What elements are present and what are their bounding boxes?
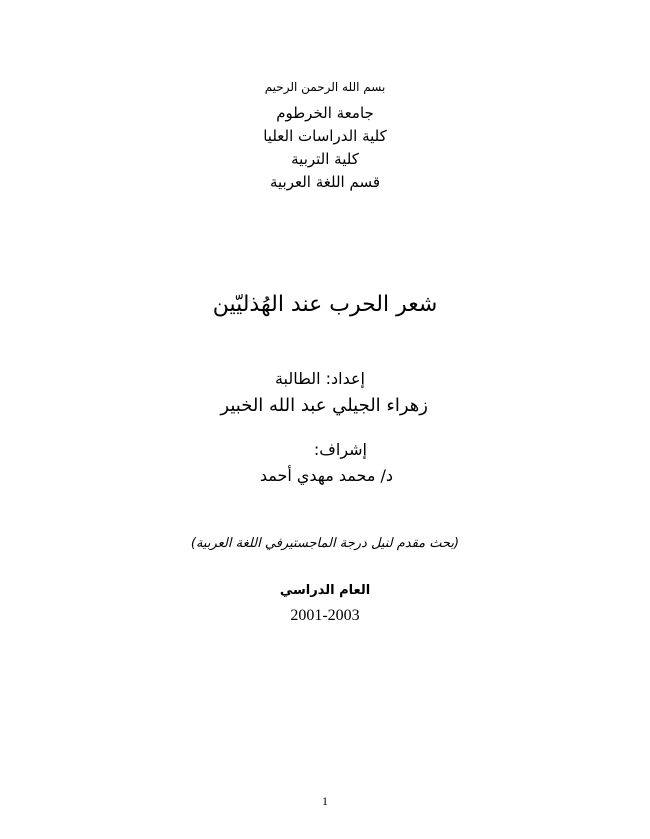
prepared-by-label: إعداد: الطالبة (274, 369, 365, 388)
education-college-name: كلية التربية (291, 150, 359, 168)
basmala: بسم الله الرحمن الرحيم (264, 80, 386, 94)
department-name: قسم اللغة العربية (269, 173, 381, 191)
supervisor-name: د/ محمد مهدي أحمد (259, 466, 393, 485)
page-number: 1 (322, 794, 328, 808)
thesis-title: شعر الحرب عند الهُذليّين (212, 292, 438, 317)
university-name: جامعة الخرطوم (276, 104, 374, 122)
academic-year-label: العام الدراسي (279, 583, 371, 598)
research-note: (بحث مقدم لنيل درجة الماجستيرفي اللغة العربية) (190, 536, 460, 551)
supervisor-label: إشراف: (313, 440, 367, 459)
academic-year-value: 2001-2003 (290, 607, 360, 624)
student-name: زهراء الجيلي عبد الله الخبير (220, 395, 428, 416)
graduate-college-name: كلية الدراسات العليا (263, 127, 387, 145)
